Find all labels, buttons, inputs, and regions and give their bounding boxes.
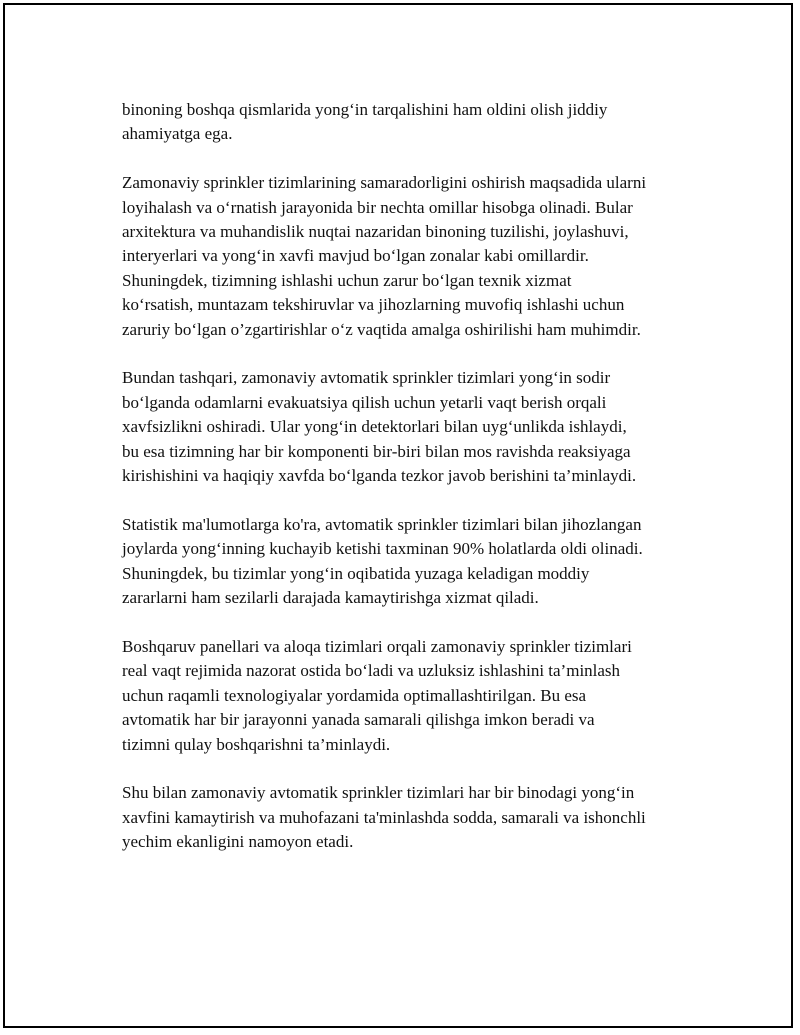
text-line: ahamiyatga ega. (122, 124, 233, 144)
paragraph-5 (122, 635, 722, 757)
text-line: uchun raqamli texnologiyalar yordamida optimallashtirilgan. Bu esa (122, 685, 587, 705)
text-line: Shuningdek, bu tizimlar yong‘in oqibatida yuzaga keladigan moddiy (122, 563, 590, 583)
text-line: arxitektura va muhandislik nuqtai nazaridan binoning tuzilishi, joylashuvi, (122, 222, 629, 242)
paragraph-4 (122, 513, 722, 611)
text-line: joylarda yong‘inning kuchayib ketishi taxminan 90% holatlarda oldi olinadi. (122, 539, 643, 559)
text-line: Shu bilan zamonaviy avtomatik sprinkler tizimlari har bir binodagi yong‘in (122, 783, 635, 803)
text-line: Zamonaviy sprinkler tizimlarining samaradorligini oshirish maqsadida ularni (122, 173, 647, 193)
text-line: bu esa tizimning har bir komponenti bir-biri bilan mos ravishda reaksiyaga (122, 441, 631, 461)
text-line: Bundan tashqari, zamonaviy avtomatik sprinkler tizimlari yong‘in sodir (122, 368, 611, 388)
text-line: zararlarni ham sezilarli darajada kamaytirishga xizmat qiladi. (122, 588, 539, 608)
text-line: kirishishini va haqiqiy xavfda bo‘lganda tezkor javob berishini ta’minlaydi. (122, 466, 637, 486)
text-line: xavfini kamaytirish va muhofazani ta'minlashda sodda, samarali va ishonchli (122, 807, 646, 827)
text-line: avtomatik har bir jarayonni yanada samarali qilishga imkon beradi va (122, 710, 595, 730)
text-line: ko‘rsatish, muntazam tekshiruvlar va jihozlarning muvofiq ishlashi uchun (122, 295, 625, 315)
paragraph-3 (122, 366, 722, 488)
text-line: yechim ekanligini namoyon etadi. (122, 832, 354, 852)
paragraph-6 (122, 781, 722, 854)
text-line: Statistik ma'lumotlarga ko'ra, avtomatik sprinkler tizimlari bilan jihozlangan (122, 514, 642, 534)
text-line: Boshqaruv panellari va aloqa tizimlari orqali zamonaviy sprinkler tizimlari (122, 636, 632, 656)
document-body (122, 98, 722, 879)
text-line: bo‘lganda odamlarni evakuatsiya qilish uchun yetarli vaqt berish orqali (122, 392, 607, 412)
paragraph-1 (122, 98, 722, 147)
text-line: tizimni qulay boshqarishni ta’minlaydi. (122, 734, 391, 754)
text-line: real vaqt rejimida nazorat ostida bo‘ladi va uzluksiz ishlashini ta’minlash (122, 661, 621, 681)
text-line: Shuningdek, tizimning ishlashi uchun zarur bo‘lgan texnik xizmat (122, 270, 572, 290)
document-page (3, 3, 793, 1028)
text-line: zaruriy bo‘lgan o’zgartirishlar o‘z vaqtida amalga oshirilishi ham muhimdir. (122, 319, 641, 339)
text-line: xavfsizlikni oshiradi. Ular yong‘in detektorlari bilan uyg‘unlikda ishlaydi, (122, 417, 627, 437)
text-line: loyihalash va o‘rnatish jarayonida bir nechta omillar hisobga olinadi. Bular (122, 197, 633, 217)
text-line: binoning boshqa qismlarida yong‘in tarqalishini ham oldini olish jiddiy (122, 100, 608, 119)
paragraph-2 (122, 171, 722, 342)
text-line: interyerlari va yong‘in xavfi mavjud bo‘lgan zonalar kabi omillardir. (122, 246, 589, 266)
